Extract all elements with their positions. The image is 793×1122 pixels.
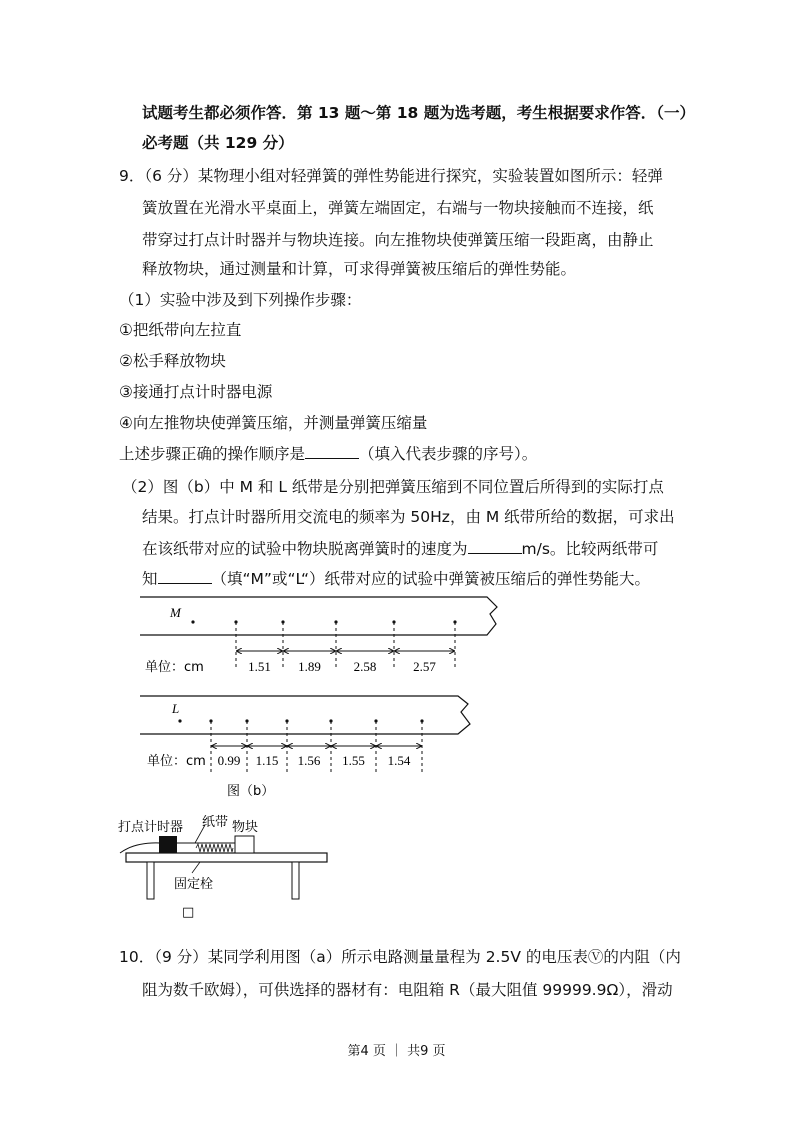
- part2-line3-suffix: m/s。比较两纸带可: [521, 540, 659, 558]
- section-header-line-2: 必考题（共 129 分）: [142, 134, 294, 152]
- step-1: ①把纸带向左拉直: [119, 321, 242, 339]
- q9-part2-line-2: 结果。打点计时器所用交流电的频率为 50Hz，由 M 纸带所给的数据，可求出: [142, 508, 675, 526]
- tape-l-unit: 单位：cm: [147, 754, 206, 769]
- q10-line-1: 10．（9 分）某同学利用图（a）所示电路测量量程为 2.5V 的电压表Ⓥ的内阻（内: [119, 948, 681, 966]
- tape-l-segment-label: 1.56: [297, 753, 321, 768]
- step-2: ②松手释放物块: [119, 352, 226, 370]
- tape-m-segment-label: 1.89: [298, 659, 321, 674]
- q9-line-1: 9．（6 分）某物理小组对轻弹簧的弹性势能进行探究，实验装置如图所示：轻弹: [119, 167, 663, 185]
- block: [235, 836, 254, 853]
- spring: [196, 844, 233, 852]
- timer-box: [159, 836, 177, 853]
- tape-label: 纸带: [202, 815, 229, 830]
- q9-line-2: 簧放置在光滑水平桌面上，弹簧左端固定，右端与一物块接触而不连接，纸: [142, 199, 654, 217]
- page-footer: 第4 页 ｜ 共9 页: [347, 1044, 446, 1059]
- tape-m-segment-label: 1.51: [248, 659, 271, 674]
- q9-part2-line-1: （2）图（b）中 M 和 L 纸带是分别把弹簧压缩到不同位置后所得到的实际打点: [122, 478, 664, 496]
- tape-m-segment-label: 2.57: [413, 659, 436, 674]
- q10-line-2: 阻为数千欧姆），可供选择的器材有：电阻箱 R（最大阻值 99999.9Ω），滑动: [142, 981, 673, 999]
- q9-part1-title: （1）实验中涉及到下列操作步骤：: [119, 291, 362, 309]
- timer-label: 打点计时器: [118, 820, 184, 835]
- tape-m-label: M: [170, 605, 181, 620]
- order-suffix: （填入代表步骤的序号）。: [359, 445, 538, 463]
- step-3: ③接通打点计时器电源: [119, 383, 273, 401]
- tape-l-label: L: [172, 701, 180, 716]
- part2-line4-suffix: （填“M”或“L“）纸带对应的试验中弹簧被压缩后的弹性势能大。: [211, 570, 651, 588]
- part2-line4-prefix: 知: [142, 570, 158, 588]
- apparatus-diagram: [118, 814, 327, 920]
- part2-line3-prefix: 在该纸带对应的试验中物块脱离弹簧时的速度为: [142, 540, 468, 558]
- tape-l-segment-label: 1.54: [387, 753, 411, 768]
- box-symbol: □: [182, 905, 195, 920]
- tape-l: [140, 696, 470, 772]
- q9-line-3: 带穿过打点计时器并与物块连接。向左推物块使弹簧压缩一段距离，由静止: [142, 231, 654, 249]
- q9-line-4: 释放物块，通过测量和计算，可求得弹簧被压缩后的弹性势能。: [142, 260, 577, 278]
- tape-m-segment-label: 2.58: [353, 659, 377, 674]
- tape-l-segment-label: 0.99: [217, 753, 241, 768]
- tape-m-unit: 单位：cm: [145, 660, 204, 675]
- section-header-line-1: 试题考生都必须作答．第 13 题～第 18 题为选考题，考生根据要求作答．（一）: [142, 104, 695, 122]
- tape-l-segment-label: 1.15: [255, 753, 279, 768]
- peg-label: 固定栓: [174, 877, 214, 892]
- tape-l-segment-label: 1.55: [342, 753, 365, 768]
- order-prefix: 上述步骤正确的操作顺序是: [119, 445, 306, 463]
- tape-m: [140, 597, 497, 675]
- figure-b-caption: 图（b）: [227, 784, 275, 799]
- step-4: ④向左推物块使弹簧压缩，并测量弹簧压缩量: [119, 414, 428, 432]
- block-label: 物块: [232, 820, 259, 835]
